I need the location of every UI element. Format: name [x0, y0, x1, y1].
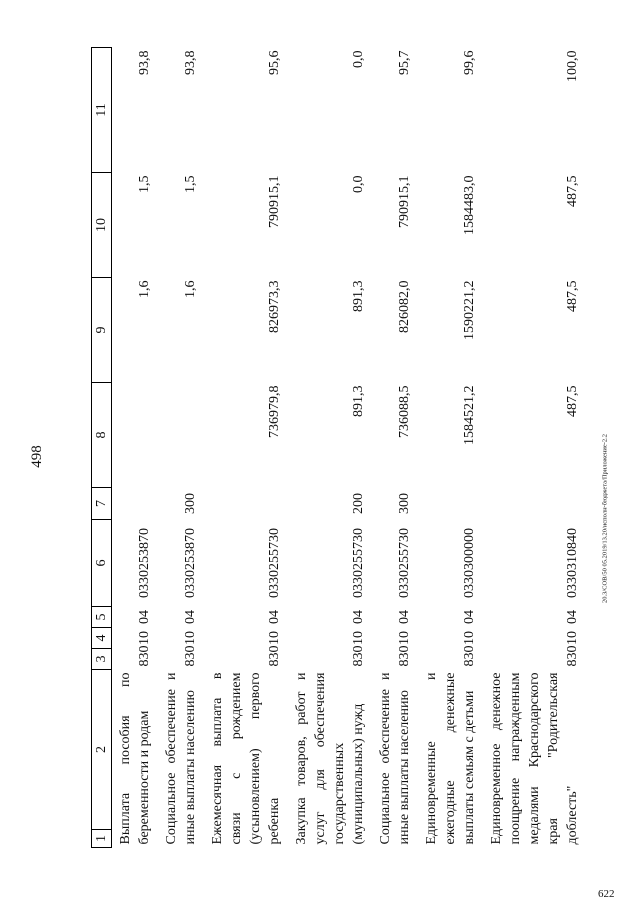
cell-col11: 93,8 [183, 50, 198, 75]
cell-col9: 1590221,2 [462, 280, 477, 340]
cell-col11: 0,0 [351, 50, 366, 68]
row-name: Закупка товаров, работ и услуг для обеспечения государственных (муниципальных) нужд [294, 672, 366, 845]
cell-subsection: 04 [137, 610, 152, 624]
table-row [372, 48, 418, 848]
cell-target-article: 0330310840 [565, 528, 580, 598]
document-code: 20.3/СОВ/50 05.2019/13.20/испoлн-бюджета/Приложение-2.2 [601, 433, 609, 604]
header-cell: 11 [92, 48, 112, 173]
header-cell: 10 [92, 173, 112, 278]
cell-subsection: 04 [565, 610, 580, 624]
table-row [418, 48, 483, 848]
cell-admin-code: 830 [267, 645, 282, 667]
cell-section: 10 [397, 631, 412, 645]
header-cell: 5 [92, 607, 112, 628]
cell-target-article: 0330255730 [351, 528, 366, 598]
cell-col10: 0,0 [351, 175, 366, 193]
cell-col9: 487,5 [565, 280, 580, 312]
cell-col10: 790915,1 [267, 175, 282, 228]
header-cell: 7 [92, 488, 112, 520]
cell-col9: 1,6 [137, 280, 152, 298]
cell-col8 [112, 383, 159, 488]
cell-admin-code: 830 [462, 645, 477, 667]
cell-subsection: 04 [183, 610, 198, 624]
cell-col11: 99,6 [462, 50, 477, 75]
cell-col11: 93,8 [137, 50, 152, 75]
cell-expense-type [204, 488, 288, 520]
cell-section: 10 [267, 631, 282, 645]
cell-col8: 736979,8 [267, 385, 282, 438]
row-name: Социальное обеспечение и иные выплаты населению [164, 672, 198, 845]
cell-subsection: 04 [267, 610, 282, 624]
row-name: Выплата пособия по беременности и родам [118, 672, 152, 845]
corner-page-mark: 622 [598, 888, 615, 900]
header-cell: 2 [92, 670, 112, 830]
cell-section: 10 [565, 631, 580, 645]
cell-col9: 826082,0 [397, 280, 412, 333]
cell-target-article: 0330255730 [267, 528, 282, 598]
header-cell: 1 [92, 830, 112, 848]
cell-col9: 891,3 [351, 280, 366, 312]
table-row [288, 48, 372, 848]
cell-col8: 736088,5 [397, 385, 412, 438]
cell-section: 10 [137, 631, 152, 645]
header-cell: 3 [92, 649, 112, 670]
table-row [483, 48, 586, 848]
cell-admin-code: 830 [351, 645, 366, 667]
page-number: 498 [28, 445, 45, 468]
header-row [92, 48, 112, 848]
cell-section: 10 [351, 631, 366, 645]
cell-col11: 95,7 [397, 50, 412, 75]
table-row [112, 48, 159, 848]
cell-admin-code: 830 [137, 645, 152, 667]
row-name: Единовременное денежное поощрение награжденным медалями Краснодарского края "Родительская доблесть" [489, 672, 580, 845]
header-cell: 9 [92, 278, 112, 383]
cell-target-article: 0330253870 [183, 528, 198, 598]
cell-expense-type [418, 488, 483, 520]
cell-section: 10 [183, 631, 198, 645]
cell-admin-code: 830 [183, 645, 198, 667]
header-cell: 6 [92, 520, 112, 607]
cell-col10: 1584483,0 [462, 175, 477, 235]
cell-col9: 1,6 [183, 280, 198, 298]
cell-admin-code: 830 [397, 645, 412, 667]
cell-col10: 790915,1 [397, 175, 412, 228]
budget-table [91, 47, 586, 848]
cell-subsection: 04 [351, 610, 366, 624]
header-cell: 4 [92, 628, 112, 649]
cell-subsection: 04 [397, 610, 412, 624]
cell-col9: 826973,3 [267, 280, 282, 333]
header-cell: 8 [92, 383, 112, 488]
cell-col10: 1,5 [137, 175, 152, 193]
cell-col10: 1,5 [183, 175, 198, 193]
row-name: Социальное обеспечение и иные выплаты населению [378, 672, 412, 845]
cell-col11: 95,6 [267, 50, 282, 75]
table-row [158, 48, 204, 848]
row-name: Единовременные и ежегодные денежные выплаты семьям с детьми [424, 672, 477, 845]
rotated-page-content [91, 48, 601, 848]
cell-col11: 100,0 [565, 50, 580, 82]
cell-expense-type: 200 [351, 493, 366, 514]
cell-admin-code: 830 [565, 645, 580, 667]
cell-expense-type: 300 [183, 493, 198, 514]
cell-col8: 891,3 [351, 385, 366, 417]
cell-expense-type: 300 [397, 493, 412, 514]
cell-col8: 1584521,2 [462, 385, 477, 445]
cell-target-article: 0330255730 [397, 528, 412, 598]
cell-expense-type [112, 488, 159, 520]
cell-col8: 487,5 [565, 385, 580, 417]
cell-section: 10 [462, 631, 477, 645]
cell-subsection: 04 [462, 610, 477, 624]
cell-expense-type [483, 488, 586, 520]
cell-col8 [158, 383, 204, 488]
table-row [204, 48, 288, 848]
row-name: Ежемесячная выплата в связи с рождением (усыновлением) первого ребенка [210, 672, 282, 845]
cell-target-article: 0330253870 [137, 528, 152, 598]
cell-target-article: 0330300000 [462, 528, 477, 598]
cell-col10: 487,5 [565, 175, 580, 207]
